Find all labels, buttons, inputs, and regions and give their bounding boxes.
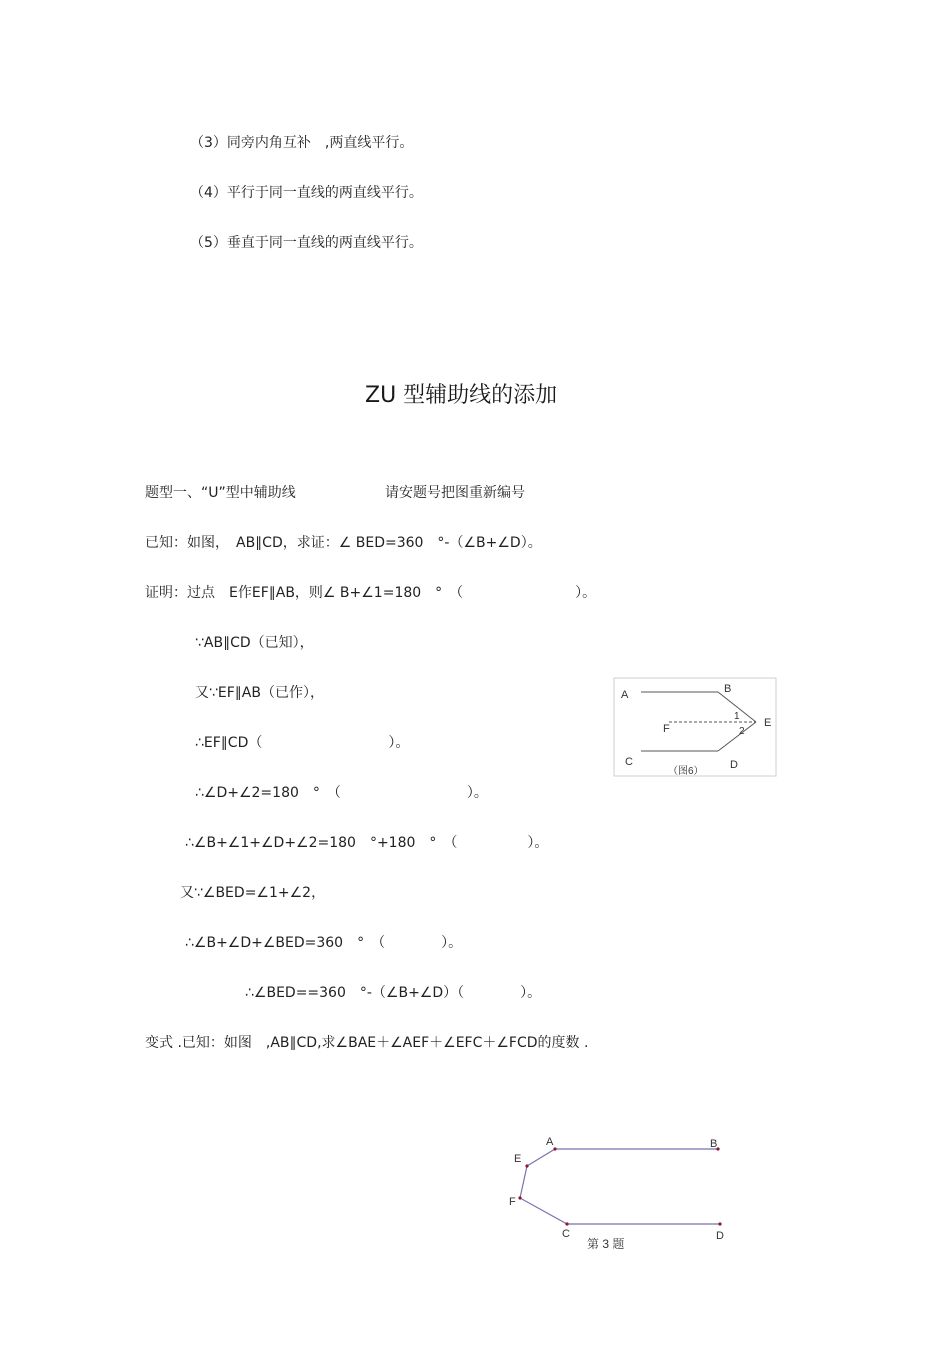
label-a: A xyxy=(621,689,629,701)
proof-line: ∴EF∥CD（ ）。 xyxy=(195,735,410,751)
label-a: A xyxy=(546,1136,554,1148)
label-angle-1: 1 xyxy=(734,711,740,722)
point-d xyxy=(718,1222,721,1225)
proof-line: 证明：过点 E作EF∥AB，则∠ B+∠1=180 ° （ ）。 xyxy=(145,585,597,601)
type-label: 题型一、“U”型中辅助线 xyxy=(145,485,296,501)
label-c: C xyxy=(562,1228,570,1240)
proof-line: ∴∠B+∠D+∠BED=360 ° （ ）。 xyxy=(185,935,463,951)
label-f: F xyxy=(663,723,670,735)
label-b: B xyxy=(710,1138,718,1150)
section-heading: ZU 型辅助线的添加 xyxy=(365,383,558,408)
figure2-caption: 第 3 题 xyxy=(587,1237,625,1251)
figure-u-shape xyxy=(613,677,778,777)
point-e xyxy=(525,1164,528,1167)
point-a xyxy=(553,1147,556,1150)
label-b: B xyxy=(724,683,732,695)
label-c: C xyxy=(625,756,633,768)
figure1-caption: （图6） xyxy=(668,766,704,777)
rule-5: （5）垂直于同一直线的两直线平行。 xyxy=(190,235,423,251)
label-e: E xyxy=(764,717,772,729)
label-angle-2: 2 xyxy=(739,726,745,737)
label-d: D xyxy=(716,1230,724,1242)
label-f: F xyxy=(509,1196,516,1208)
proof-line: ∴∠B+∠1+∠D+∠2=180 °+180 ° （ ）。 xyxy=(185,835,549,851)
variant-statement: 变式 .已知：如图 ,AB∥CD,求∠BAE＋∠AEF＋∠EFC＋∠FCD的度数 . xyxy=(145,1035,589,1051)
given-statement: 已知：如图， AB∥CD，求证：∠ BED=360 °-（∠B+∠D）。 xyxy=(145,535,542,551)
proof-line: ∴∠BED==360 °-（∠B+∠D）（ ）。 xyxy=(245,985,542,1001)
label-e: E xyxy=(514,1153,522,1165)
rule-4: （4）平行于同一直线的两直线平行。 xyxy=(190,185,423,201)
proof-line: 又∵EF∥AB（已作）， xyxy=(195,685,324,701)
point-c xyxy=(565,1222,568,1225)
point-f xyxy=(518,1196,521,1199)
polyline-abefcd xyxy=(520,1149,720,1224)
proof-line: ∴∠D+∠2=180 ° （ ）。 xyxy=(195,785,488,801)
proof-line: 又∵∠BED=∠1+∠2， xyxy=(180,885,326,901)
rule-3: （3）同旁内角互补 ,两直线平行。 xyxy=(190,135,414,151)
label-d: D xyxy=(730,759,738,771)
figure-variant xyxy=(500,1130,740,1260)
proof-line: ∵AB∥CD（已知）， xyxy=(195,635,314,651)
renumber-note: 请安题号把图重新编号 xyxy=(385,485,525,501)
